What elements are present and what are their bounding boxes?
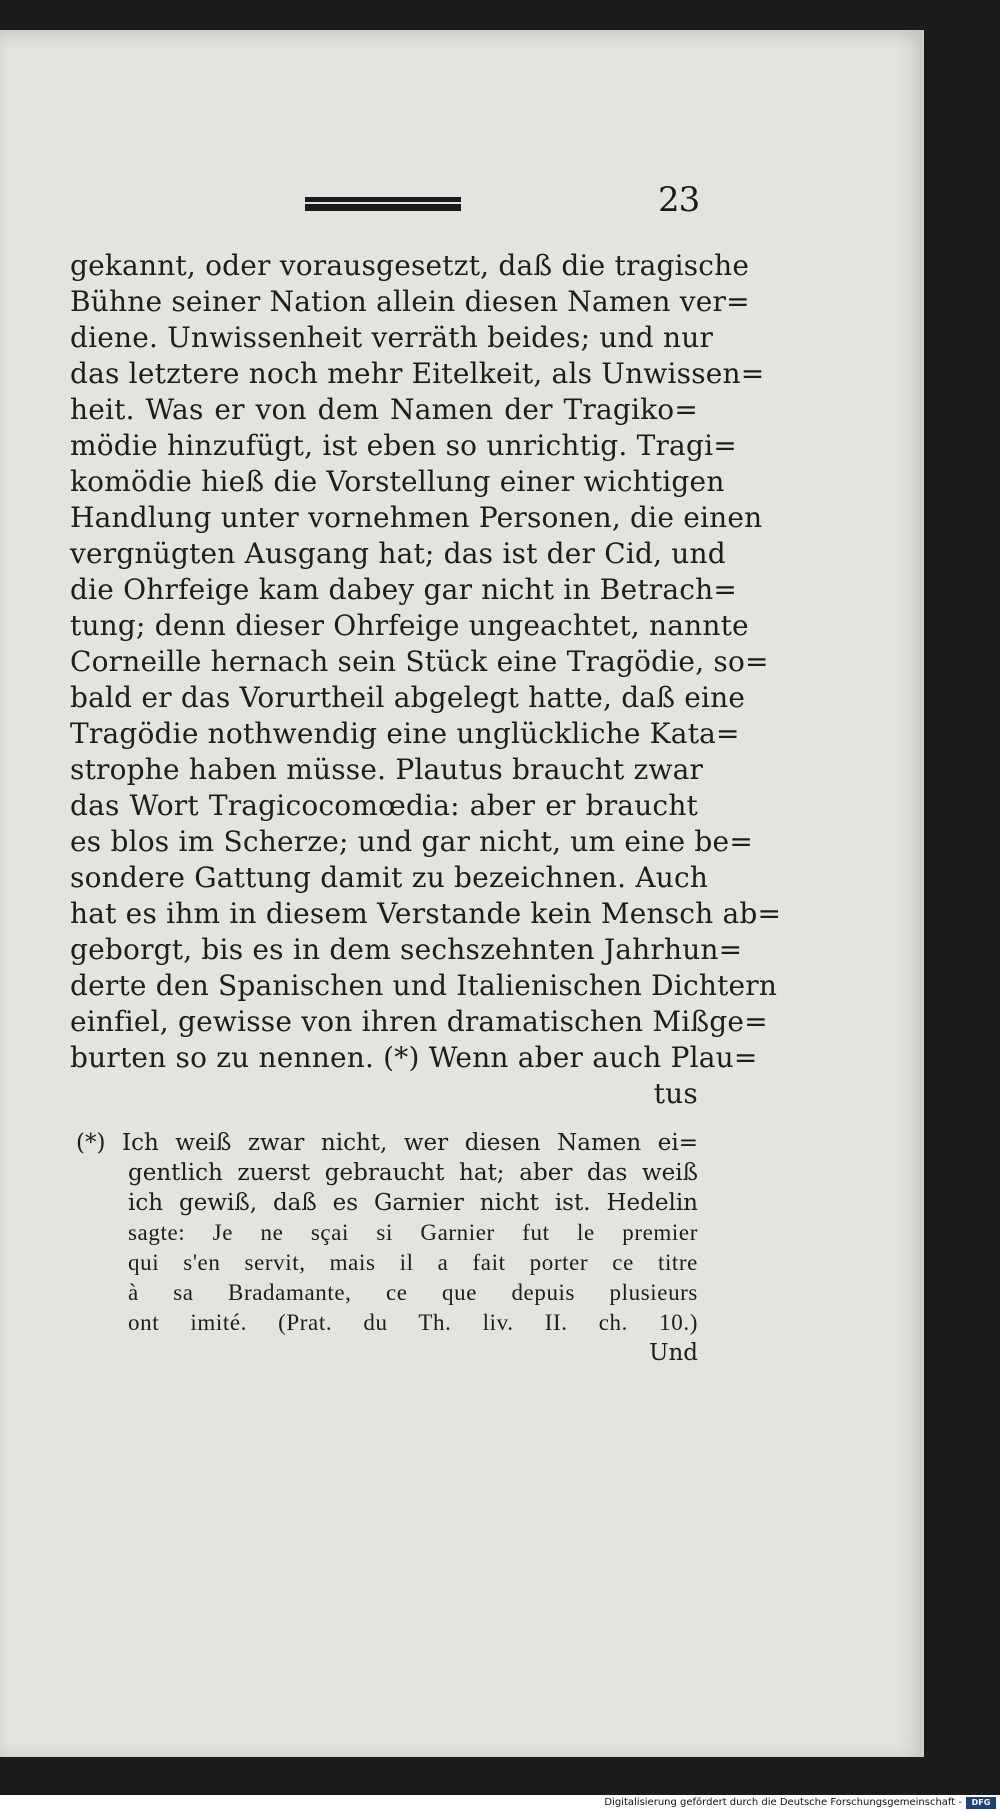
body-line: mödie hinzufügt, ist eben so unrichtig. Tragi= [70,429,737,462]
body-line: Tragödie nothwendig eine unglückliche Kata= [70,717,740,750]
body-line: vergnügten Ausgang hat; das ist der Cid, und [70,537,726,570]
footnote-line: qui s'en servit, mais il a fait porter ce titre [128,1250,698,1275]
body-line: das letztere noch mehr Eitelkeit, als Unwissen= [70,357,765,390]
footnote-line: (*) Ich weiß zwar nicht, wer diesen Namen ei= [76,1130,698,1156]
body-line: strophe haben müsse. Plautus braucht zwar [70,753,704,786]
body-line: heit. Was er von dem Namen der Tragiko= [70,393,698,426]
page-number: 23 [658,180,700,220]
body-line: das Wort Tragicocomœdia: aber er braucht [70,789,698,822]
body-line: es blos im Scherze; und gar nicht, um eine be= [70,825,753,858]
body-line: tung; denn dieser Ohrfeige ungeachtet, nannte [70,609,749,642]
footnote [76,1128,698,1368]
body-line: gekannt, oder vorausgesetzt, daß die tragische [70,249,750,282]
body-line: bald er das Vorurtheil abgelegt hatte, daß eine [70,681,746,714]
body-line: sondere Gattung damit zu bezeichnen. Auch [70,861,709,894]
body-line: komödie hieß die Vorstellung einer wichtigen [70,465,725,498]
body-line: derte den Spanischen und Italienischen Dichtern [70,969,778,1002]
footnote-line: sagte: Je ne sçai si Garnier fut le premier [128,1220,698,1245]
body-line: hat es ihm in diesem Verstande kein Mensch ab= [70,897,782,930]
footnote-line: gentlich zuerst gebraucht hat; aber das weiß [128,1160,698,1186]
body-line: Corneille hernach sein Stück eine Tragödie, so= [70,645,769,678]
footnote-line: à sa Bradamante, ce que depuis plusieurs [128,1280,698,1305]
body-text [70,248,782,1112]
header-rule [305,197,461,211]
footnote-line: ont imité. (Prat. du Th. liv. II. ch. 10.) [128,1310,698,1335]
funding-notice: Digitalisierung gefördert durch die Deutsche Forschungsgemeinschaft - [604,1797,962,1808]
body-line: geborgt, bis es in dem sechszehnten Jahrhun= [70,933,743,966]
body-line: Bühne seiner Nation allein diesen Namen ver= [70,285,750,318]
body-line: burten so zu nennen. (*) Wenn aber auch Plau= [70,1041,758,1074]
body-line: Handlung unter vornehmen Personen, die einen [70,501,763,534]
dfg-logo: DFG [966,1797,996,1809]
body-line: einfiel, gewisse von ihren dramatischen Mißge= [70,1005,768,1038]
body-line: die Ohrfeige kam dabey gar nicht in Betrach= [70,573,738,606]
body-line: diene. Unwissenheit verräth beides; und nur [70,321,714,354]
footnote-catchword: Und [649,1340,698,1366]
footnote-line: ich gewiß, daß es Garnier nicht ist. Hedelin [128,1190,698,1216]
catchword: tus [653,1077,698,1110]
